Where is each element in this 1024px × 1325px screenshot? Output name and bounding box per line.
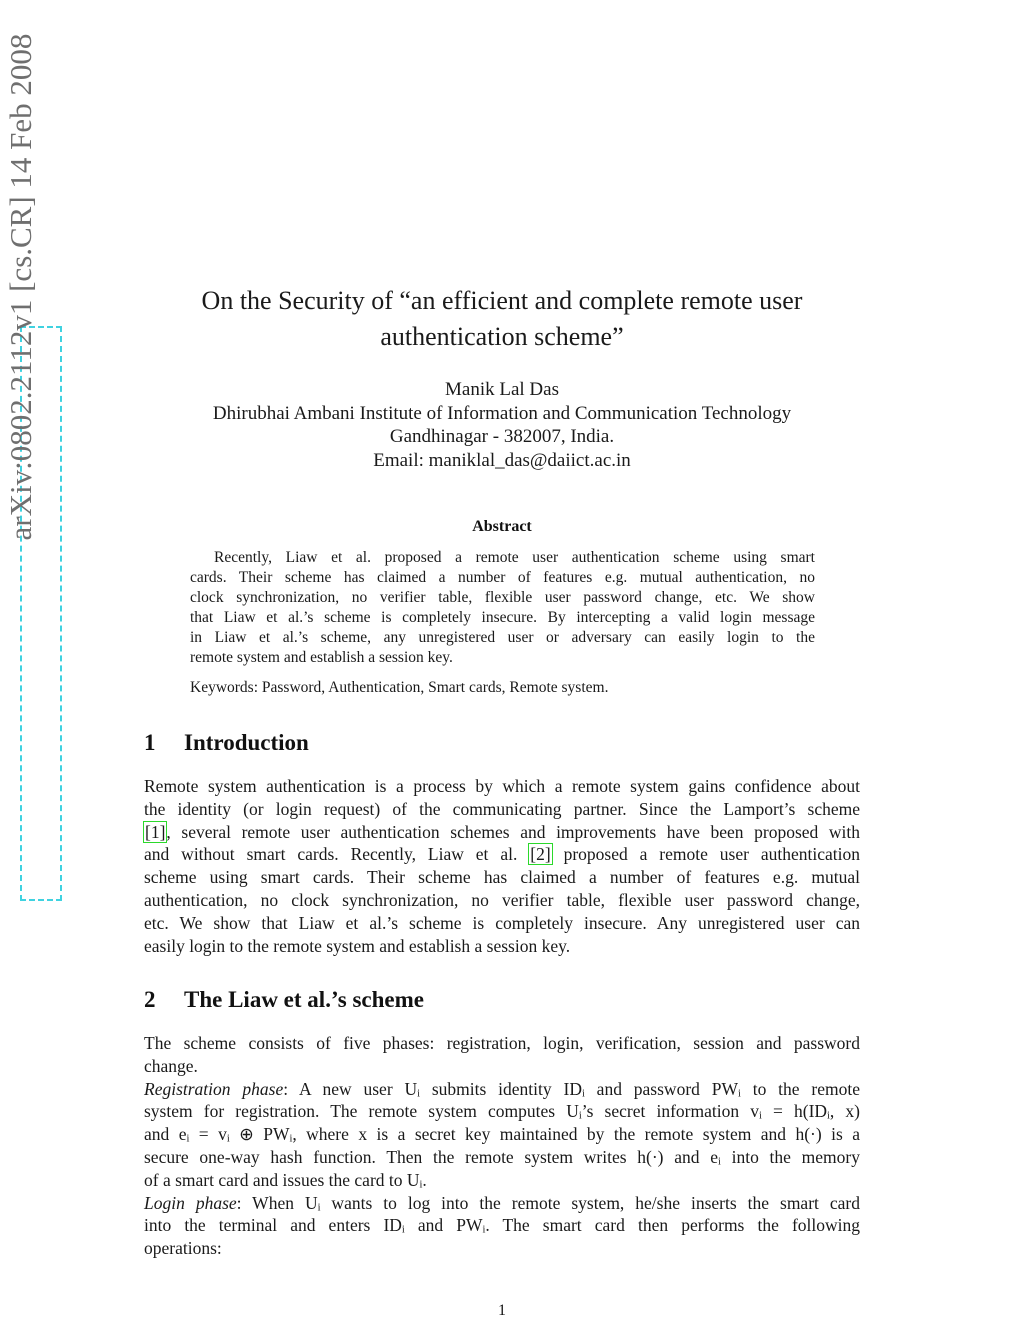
section-title: The Liaw et al.’s scheme bbox=[184, 987, 424, 1012]
login-phase-label: Login phase bbox=[144, 1192, 237, 1213]
abstract-line: that Liaw et al.’s scheme is completely insecure. By intercepting a valid login message bbox=[190, 609, 815, 626]
text-line: and eᵢ = vᵢ ⊕ PWᵢ, where x is a secret key maintained by the remote system and h(·) is a bbox=[144, 1124, 860, 1145]
citation-link-2[interactable]: [2] bbox=[530, 844, 551, 865]
arxiv-identifier[interactable]: arXiv:0802.2112v1 [cs.CR] 14 Feb 2008 bbox=[3, 33, 38, 541]
abstract-line: Recently, Liaw et al. proposed a remote user authentication scheme using smart bbox=[214, 549, 815, 566]
text-line: system for registration. The remote system computes Uᵢ’s secret information vᵢ = h(IDᵢ, x) bbox=[144, 1101, 860, 1122]
paper-title-line-2: authentication scheme” bbox=[380, 322, 624, 351]
section-number: 1 bbox=[144, 730, 156, 755]
section-number: 2 bbox=[144, 987, 156, 1012]
text-line: the identity (or login request) of the communicating partner. Since the Lamport’s scheme bbox=[144, 798, 860, 819]
text-line bbox=[144, 1192, 860, 1215]
abstract-line: in Liaw et al.’s scheme, any unregistered user or adversary can easily login to the bbox=[190, 629, 815, 646]
text-fragment: : A new user Uᵢ submits identity IDᵢ and password PWᵢ to the remote bbox=[283, 1078, 860, 1099]
paper-title-line-1: On the Security of “an efficient and complete remote user bbox=[201, 286, 803, 315]
author-block bbox=[150, 378, 854, 472]
text-line: scheme using smart cards. Their scheme has claimed a number of features e.g. mutual bbox=[144, 867, 860, 888]
text-line bbox=[144, 1078, 860, 1101]
text-line: etc. We show that Liaw et al.’s scheme is completely insecure. Any unregistered user can bbox=[144, 912, 860, 933]
author-address: Gandhinagar - 382007, India. bbox=[389, 426, 615, 447]
introduction-paragraph bbox=[144, 775, 860, 957]
text-line: The scheme consists of five phases: registration, login, verification, session and password bbox=[144, 1033, 860, 1053]
abstract-line: cards. Their scheme has claimed a number of features e.g. mutual authentication, no bbox=[190, 569, 815, 586]
abstract-line: remote system and establish a session key. bbox=[190, 649, 453, 666]
abstract-heading: Abstract bbox=[472, 518, 532, 535]
text-line: Remote system authentication is a process by which a remote system gains confidence about bbox=[144, 776, 860, 796]
text-line: secure one-way hash function. Then the remote system writes h(·) and eᵢ into the memory bbox=[144, 1146, 860, 1167]
section-title: Introduction bbox=[184, 730, 309, 755]
text-fragment: , several remote user authentication schemes and improvements have been proposed with bbox=[166, 821, 860, 842]
citation-link-1[interactable]: [1] bbox=[145, 821, 166, 842]
abstract-line: clock synchronization, no verifier table, flexible user password change, etc. We show bbox=[190, 589, 815, 606]
registration-phase-label: Registration phase bbox=[144, 1078, 284, 1099]
keywords: Keywords: Password, Authentication, Smart cards, Remote system. bbox=[190, 679, 609, 696]
text-line: authentication, no clock synchronization, no verifier table, flexible user password change, bbox=[144, 889, 860, 910]
paper-title bbox=[150, 283, 854, 355]
abstract-body bbox=[190, 548, 815, 668]
text-fragment: proposed a remote user authentication bbox=[551, 844, 861, 865]
abstract-paragraph bbox=[190, 548, 815, 668]
section-heading-liaw-scheme bbox=[144, 987, 424, 1013]
page-number: 1 bbox=[498, 1302, 506, 1319]
text-line: operations: bbox=[144, 1238, 222, 1259]
author-name: Manik Lal Das bbox=[445, 379, 559, 400]
text-line: easily login to the remote system and establish a session key. bbox=[144, 935, 571, 956]
text-line bbox=[144, 821, 860, 844]
text-fragment: : When Uᵢ wants to log into the remote system, he/she inserts the smart card bbox=[236, 1192, 860, 1213]
author-email[interactable]: Email: maniklal_das@daiict.ac.in bbox=[373, 449, 631, 471]
text-line: into the terminal and enters IDᵢ and PWᵢ. The smart card then performs the following bbox=[144, 1215, 860, 1236]
text-line: of a smart card and issues the card to Uᵢ. bbox=[144, 1169, 427, 1190]
text-fragment: and without smart cards. Recently, Liaw et al. bbox=[144, 844, 530, 865]
text-line bbox=[144, 843, 860, 866]
scheme-paragraph bbox=[144, 1032, 860, 1260]
author-affiliation: Dhirubhai Ambani Institute of Information and Communication Technology bbox=[212, 402, 792, 424]
text-line: change. bbox=[144, 1055, 198, 1076]
section-heading-introduction bbox=[144, 730, 309, 756]
